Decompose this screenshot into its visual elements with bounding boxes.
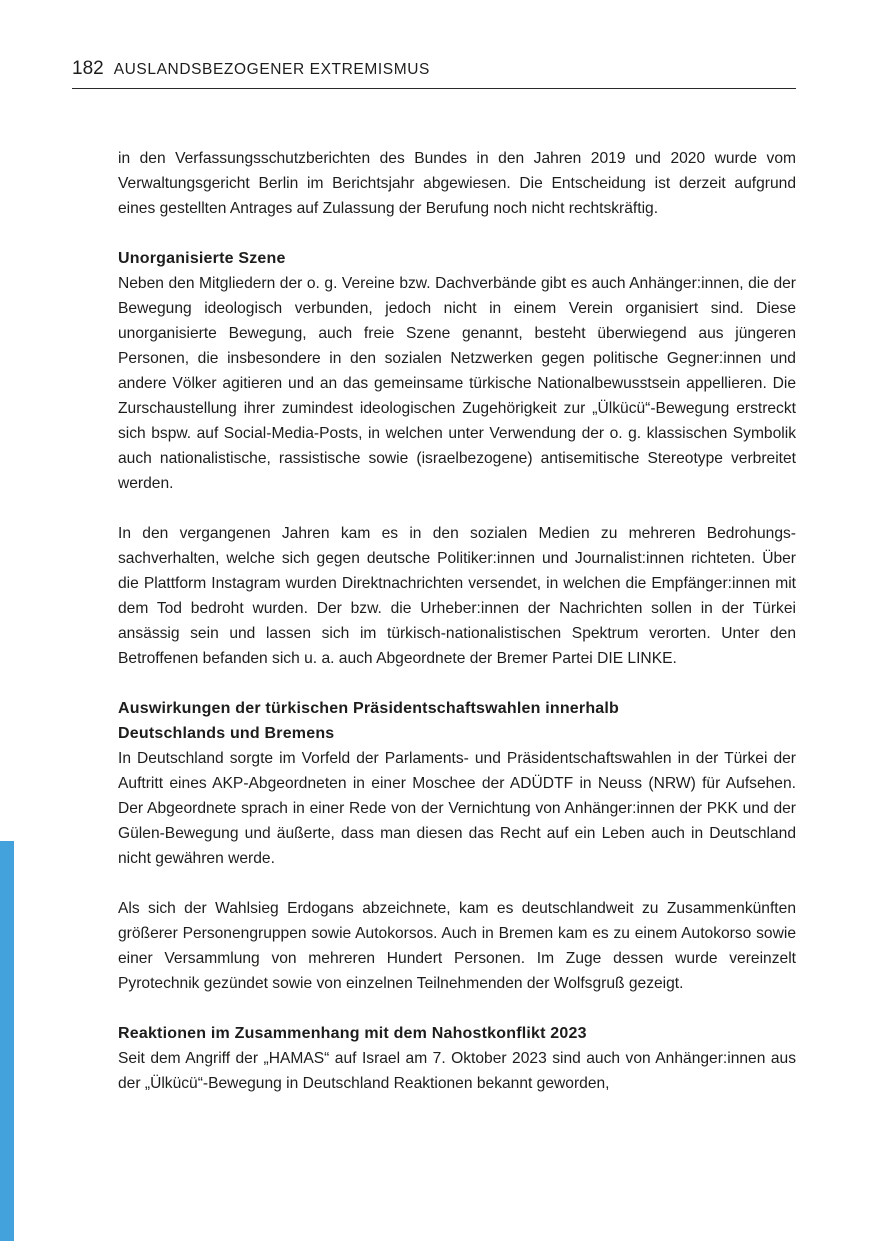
section-heading-praesidentschaftswahlen: Auswirkungen der türkischen Präsidentschaftswahlen innerhalb Deutschlands und Bremens xyxy=(118,700,620,742)
running-header-title: AUSLANDSBEZOGENER EXTREMISMUS xyxy=(113,61,430,78)
main-text xyxy=(118,146,796,1096)
intro-paragraph: in den Verfassungsschutzberichten des Bundes in den Jahren 2019 und 2020 wurde vom Verwaltungsgericht Berlin im Berichtsjahr abgewiesen. Die Entscheidung ist derzeit aufgrund eines gestellten Antrages auf Zulassung der Berufung noch nicht rechtskräftig. xyxy=(118,150,796,217)
page-number: 182 xyxy=(72,58,104,79)
section1-paragraph-1: Neben den Mitgliedern der o. g. Vereine bzw. Dachverbände gibt es auch Anhänger:innen, die der Bewegung ideologisch verbunden, jedoch nicht in einem Verein organisiert sind. Diese unorganisierte Bewegung, auch freie Szene genannt, besteht überwiegend aus jüngeren Personen, die insbesondere in den sozialen Netzwerken gegen politische Gegner:innen und andere Völker agitieren und an das gemeinsame türkische Nationalbewusstsein appellieren. Die Zurschaustellung ihrer zumindest ideologischen Zugehörigkeit zur „Ülkücü“-Bewegung erstreckt sich bspw. auf Social-Media-Posts, in welchen unter Verwendung der o. g. klassischen Symbolik auch nationalistische, rassistische sowie (israelbezogene) antisemitische Stereotype verbreitet werden. xyxy=(118,275,796,492)
running-header xyxy=(72,58,796,89)
chapter-side-marker xyxy=(0,841,14,1241)
section3-paragraph-1: Seit dem Angriff der „HAMAS“ auf Israel am 7. Oktober 2023 sind auch von Anhänger:innen aus der „Ülkücü“-Bewegung in Deutschland Reaktionen bekannt geworden, xyxy=(118,1050,796,1092)
section1-paragraph-2: In den vergangenen Jahren kam es in den sozialen Medien zu mehreren Bedrohungssachverhalten, welche sich gegen deutsche Politiker:innen und Journalist:innen richteten. Über die Plattform Instagram wurden Direktnachrichten versendet, in welchen die Empfänger:innen mit dem Tod bedroht wurden. Der bzw. die Urheber:innen der Nachrichten sollen in der Türkei ansässig sein und lassen sich im türkisch-nationalistischen Spektrum verorten. Unter den Betroffenen befanden sich u. a. auch Abgeordnete der Bremer Partei DIE LINKE. xyxy=(118,525,796,667)
section2-paragraph-1: In Deutschland sorgte im Vorfeld der Parlaments- und Präsidentschaftswahlen in der Türkei der Auftritt eines AKP-Abgeordneten in einer Moschee der ADÜDTF in Neuss (NRW) für Aufsehen. Der Abgeordnete sprach in einer Rede von der Vernichtung von Anhänger:innen der PKK und der Gülen-Bewegung und äußerte, dass man diesen das Recht auf ein Leben auch in Deutschland nicht gewähren werde. xyxy=(118,750,796,867)
section-heading-unorganisierte-szene: Unorganisierte Szene xyxy=(118,250,286,267)
section-heading-nahostkonflikt: Reaktionen im Zusammenhang mit dem Nahostkonflikt 2023 xyxy=(118,1025,587,1042)
section2-paragraph-2: Als sich der Wahlsieg Erdogans abzeichnete, kam es deutschlandweit zu Zusammenkünften größerer Personengruppen sowie Autokorsos. Auch in Bremen kam es zu einem Autokorso sowie einer Versammlung von mehreren Hundert Personen. Im Zuge dessen wurde vereinzelt Pyrotechnik gezündet sowie von einzelnen Teilnehmenden der Wolfsgruß gezeigt. xyxy=(118,900,796,992)
